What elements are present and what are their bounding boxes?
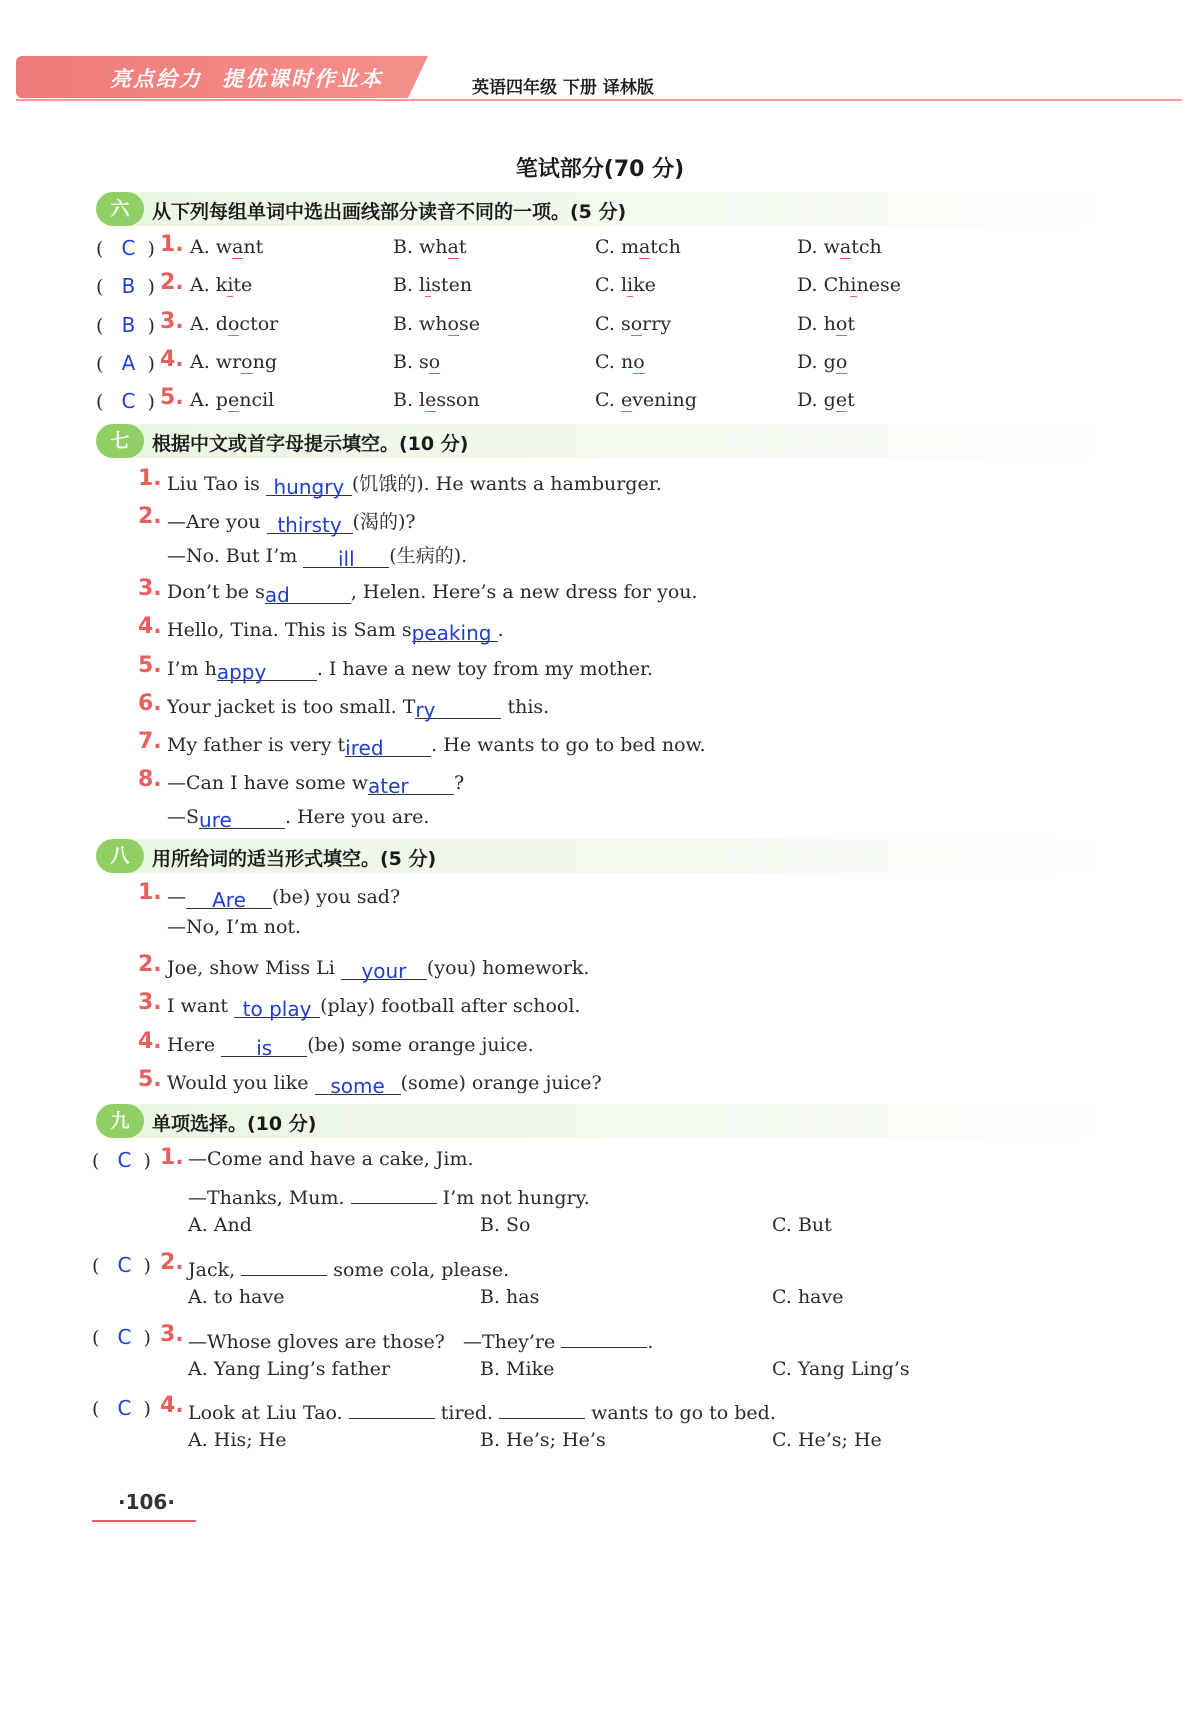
question-text: —Come and have a cake, Jim. bbox=[188, 1148, 474, 1170]
fill-answer: thirsty bbox=[277, 513, 342, 537]
answer-paren: ( B ) bbox=[96, 274, 155, 298]
question-number: 2. bbox=[160, 1250, 184, 1275]
question-number: 5. bbox=[138, 1067, 162, 1092]
fill-sentence: I’m happy . I have a new toy from my mother. bbox=[167, 658, 654, 684]
option-a: A. pencil bbox=[190, 389, 275, 411]
header-rule bbox=[16, 99, 1182, 101]
question-number: 4. bbox=[138, 1029, 162, 1054]
option-a: A. And bbox=[188, 1214, 252, 1236]
section-6-title: 从下列每组单词中选出画线部分读音不同的一项。(5 分) bbox=[152, 201, 627, 223]
option-a: A. to have bbox=[188, 1286, 285, 1308]
option-a: A. kite bbox=[190, 274, 253, 296]
question-number: 3. bbox=[138, 990, 162, 1015]
option-b: B. what bbox=[393, 236, 467, 258]
answer-paren: ( A ) bbox=[96, 351, 155, 375]
answer-paren: ( B ) bbox=[96, 313, 155, 337]
answer-value: C bbox=[117, 1396, 132, 1420]
option-c: C. But bbox=[772, 1214, 832, 1236]
option-a: A. Yang Ling’s father bbox=[188, 1358, 391, 1380]
option-b: B. has bbox=[480, 1286, 540, 1308]
fill-sentence: Hello, Tina. This is Sam speaking . bbox=[167, 619, 504, 645]
answer-paren: ( C ) bbox=[92, 1325, 151, 1349]
question-number: 2. bbox=[138, 504, 162, 529]
fill-sentence: Don’t be sad , Helen. Here’s a new dress for you. bbox=[167, 581, 698, 607]
option-b: B. Mike bbox=[480, 1358, 555, 1380]
option-b: B. so bbox=[393, 351, 441, 373]
section-6-badge: 六 bbox=[96, 192, 144, 226]
option-b: B. listen bbox=[393, 274, 473, 296]
option-c: C. no bbox=[595, 351, 645, 373]
answer-value: A bbox=[121, 351, 136, 375]
header-subject: 英语四年级 下册 译林版 bbox=[472, 78, 654, 98]
fill-answer: appy bbox=[216, 660, 267, 684]
answer-value: B bbox=[121, 274, 136, 298]
fill-answer: your bbox=[361, 959, 407, 983]
fill-sentence: Joe, show Miss Li your (you) homework. bbox=[167, 957, 590, 983]
option-c: C. He’s; He bbox=[772, 1429, 882, 1451]
question-number: 6. bbox=[138, 691, 162, 716]
question-number: 4. bbox=[160, 347, 184, 372]
section-7-title: 根据中文或首字母提示填空。(10 分) bbox=[152, 433, 469, 455]
option-b: B. lesson bbox=[393, 389, 480, 411]
question-number: 1. bbox=[160, 1145, 184, 1170]
section-9-title: 单项选择。(10 分) bbox=[152, 1113, 317, 1135]
question-number: 2. bbox=[138, 952, 162, 977]
fill-answer: Are bbox=[212, 888, 246, 912]
fill-sentence: Your jacket is too small. Try this. bbox=[167, 696, 550, 722]
question-number: 3. bbox=[138, 576, 162, 601]
fill-answer: is bbox=[256, 1036, 273, 1060]
answer-paren: ( C ) bbox=[92, 1148, 151, 1172]
question-number: 2. bbox=[160, 270, 184, 295]
answer-value: B bbox=[121, 313, 136, 337]
option-b: B. whose bbox=[393, 313, 480, 335]
answer-value: C bbox=[117, 1325, 132, 1349]
option-a: A. want bbox=[190, 236, 264, 258]
question-number: 8. bbox=[138, 767, 162, 792]
fill-sentence: —No, I’m not. bbox=[167, 916, 302, 938]
question-number: 3. bbox=[160, 1322, 184, 1347]
answer-value: C bbox=[117, 1253, 132, 1277]
option-a: A. doctor bbox=[190, 313, 279, 335]
fill-answer: ired bbox=[345, 736, 384, 760]
fill-answer: ill bbox=[337, 547, 355, 571]
option-c: C. like bbox=[595, 274, 656, 296]
answer-value: C bbox=[117, 1148, 132, 1172]
answer-value: C bbox=[121, 236, 136, 260]
option-d: D. watch bbox=[797, 236, 882, 258]
option-a: A. wrong bbox=[190, 351, 278, 373]
fill-answer: hungry bbox=[273, 475, 345, 499]
fill-answer: ure bbox=[199, 808, 232, 832]
option-c: C. match bbox=[595, 236, 681, 258]
fill-answer: ad bbox=[264, 583, 290, 607]
question-number: 3. bbox=[160, 309, 184, 334]
header-brand: 亮点给力 提优课时作业本 bbox=[110, 67, 383, 91]
answer-paren: ( C ) bbox=[92, 1253, 151, 1277]
fill-answer: ater bbox=[368, 774, 409, 798]
fill-sentence: I want to play (play) football after school. bbox=[167, 995, 581, 1021]
fill-sentence: — Are (be) you sad? bbox=[167, 886, 401, 912]
question-number: 1. bbox=[138, 880, 162, 905]
question-text: —Whose gloves are those? —They’re . bbox=[188, 1325, 653, 1353]
fill-answer: peaking bbox=[411, 621, 492, 645]
question-text: Jack, some cola, please. bbox=[188, 1253, 509, 1281]
option-b: B. So bbox=[480, 1214, 531, 1236]
answer-paren: ( C ) bbox=[92, 1396, 151, 1420]
page-title: 笔试部分(70 分) bbox=[515, 157, 685, 182]
option-c: C. Yang Ling’s bbox=[772, 1358, 910, 1380]
option-d: D. Chinese bbox=[797, 274, 901, 296]
option-c: C. have bbox=[772, 1286, 844, 1308]
section-9-badge: 九 bbox=[96, 1104, 144, 1138]
question-number: 1. bbox=[138, 466, 162, 491]
fill-sentence: —Can I have some water ? bbox=[167, 772, 465, 798]
fill-answer: to play bbox=[242, 997, 312, 1021]
option-a: A. His; He bbox=[188, 1429, 287, 1451]
section-7-badge: 七 bbox=[96, 424, 144, 458]
question-text: —Thanks, Mum. I’m not hungry. bbox=[188, 1181, 590, 1209]
question-number: 4. bbox=[160, 1393, 184, 1418]
question-number: 4. bbox=[138, 614, 162, 639]
option-d: D. get bbox=[797, 389, 855, 411]
question-number: 1. bbox=[160, 232, 184, 257]
page-number: ·106· bbox=[118, 1490, 175, 1514]
answer-paren: ( C ) bbox=[96, 236, 155, 260]
question-number: 5. bbox=[138, 653, 162, 678]
option-d: D. hot bbox=[797, 313, 855, 335]
option-b: B. He’s; He’s bbox=[480, 1429, 606, 1451]
fill-answer: some bbox=[330, 1074, 385, 1098]
option-d: D. go bbox=[797, 351, 848, 373]
section-8-badge: 八 bbox=[96, 839, 144, 873]
option-c: C. sorry bbox=[595, 313, 672, 335]
fill-sentence: Here is (be) some orange juice. bbox=[167, 1034, 534, 1060]
question-text: Look at Liu Tao. tired. wants to go to bed. bbox=[188, 1396, 776, 1424]
fill-answer: ry bbox=[415, 698, 436, 722]
fill-sentence: —Are you thirsty (渴的)? bbox=[167, 511, 416, 537]
question-number: 5. bbox=[160, 385, 184, 410]
question-number: 7. bbox=[138, 729, 162, 754]
answer-value: C bbox=[121, 389, 136, 413]
fill-sentence: Liu Tao is hungry (饥饿的). He wants a hamburger. bbox=[167, 473, 662, 499]
fill-sentence: Would you like some (some) orange juice? bbox=[167, 1072, 602, 1098]
fill-sentence: My father is very tired . He wants to go to bed now. bbox=[167, 734, 706, 760]
fill-sentence: —Sure . Here you are. bbox=[167, 806, 430, 832]
option-c: C. evening bbox=[595, 389, 697, 411]
page-number-rule bbox=[92, 1520, 196, 1522]
answer-paren: ( C ) bbox=[96, 389, 155, 413]
fill-sentence: —No. But I’m ill (生病的). bbox=[167, 545, 468, 571]
section-8-title: 用所给词的适当形式填空。(5 分) bbox=[152, 848, 437, 870]
